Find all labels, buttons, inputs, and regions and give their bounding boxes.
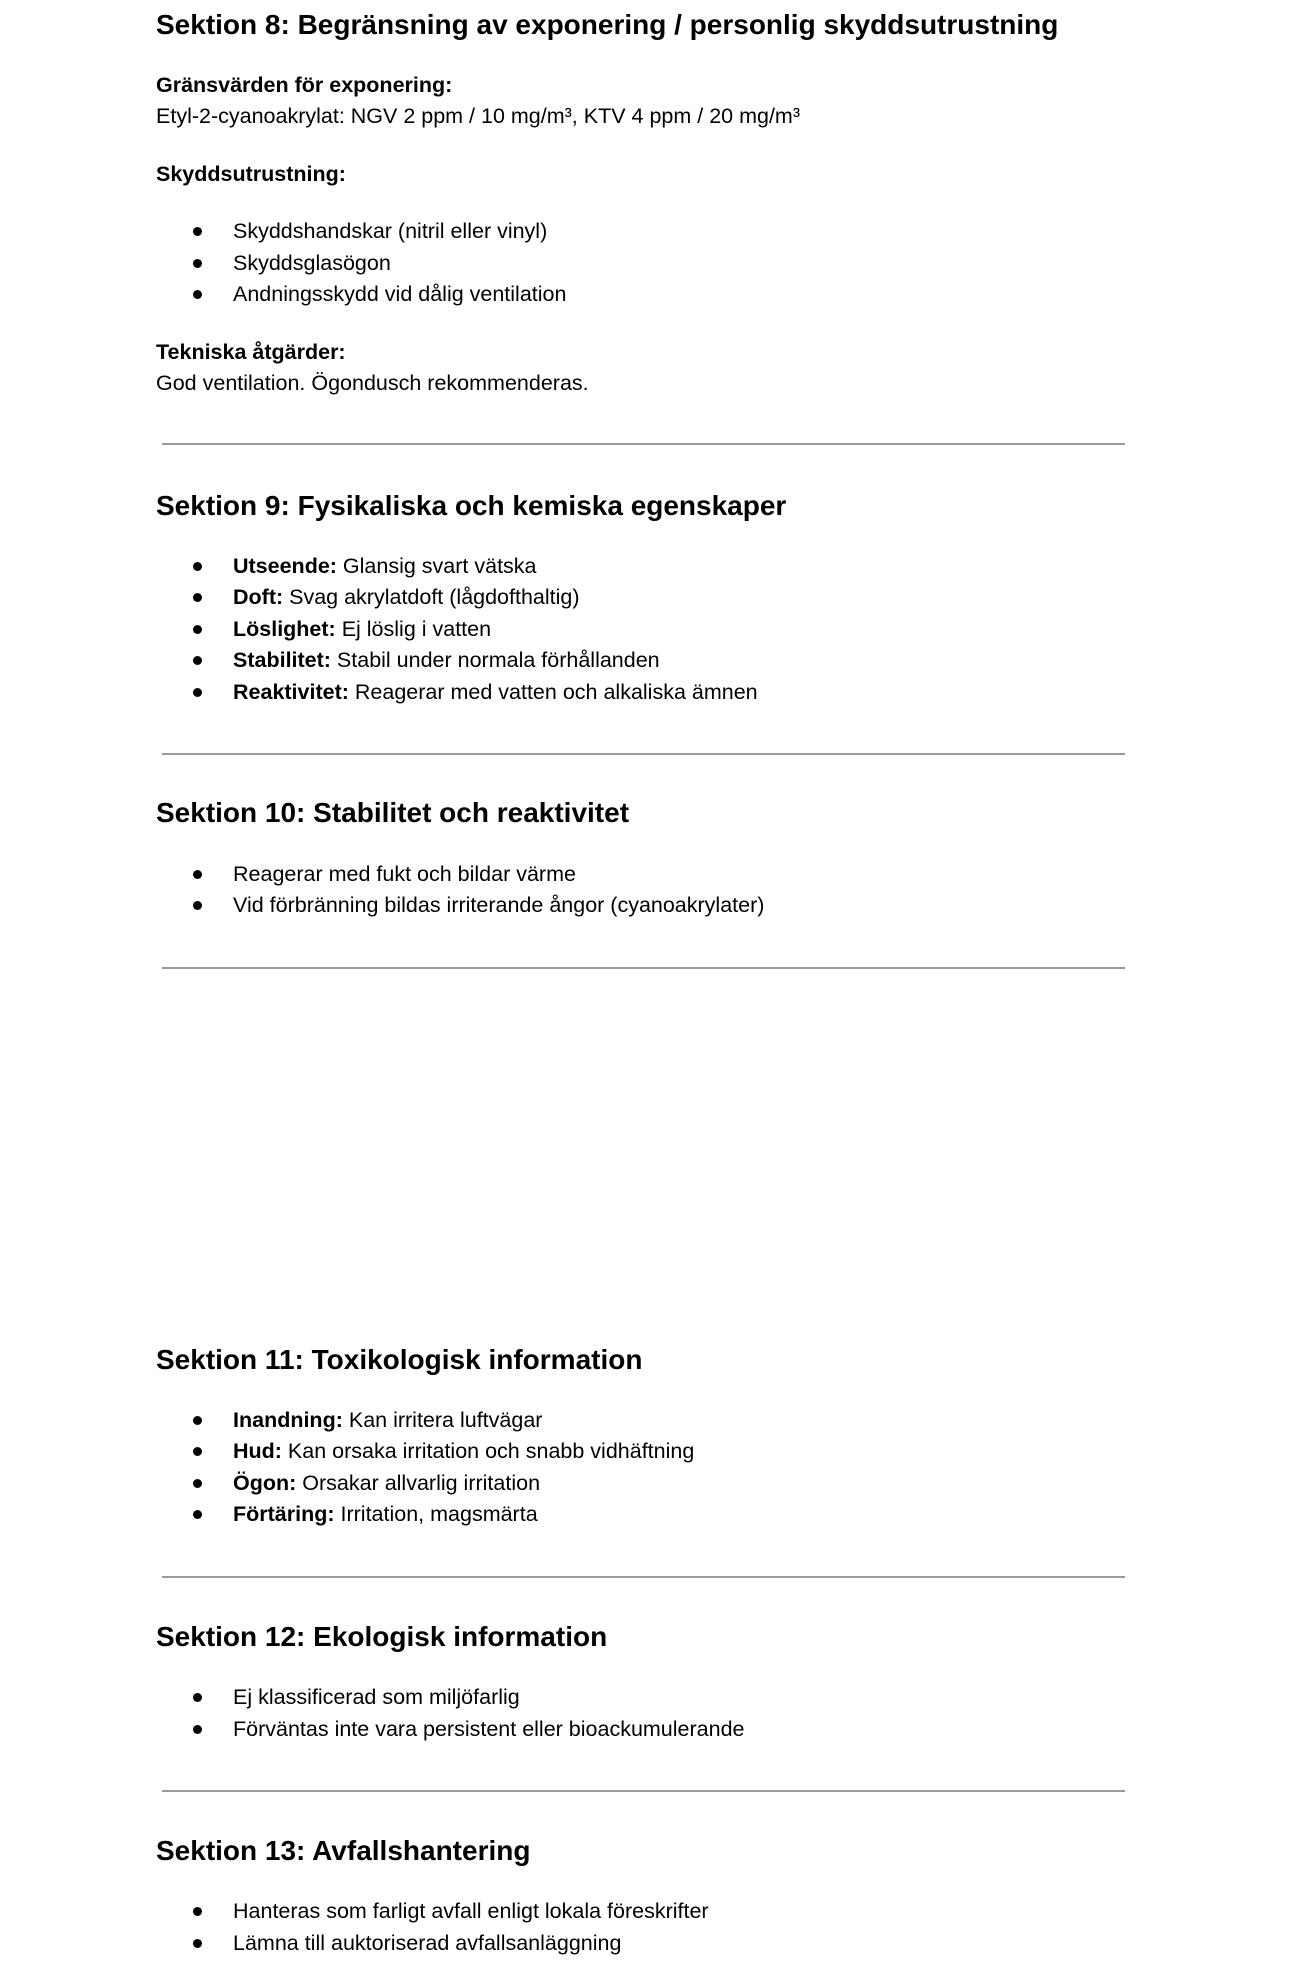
bullet-icon (193, 1725, 202, 1734)
bullet-icon (193, 1479, 202, 1488)
exposure-limits-text: Etyl-2-cyanoakrylat: NGV 2 ppm / 10 mg/m³, KTV 4 ppm / 20 mg/m³ (156, 104, 801, 128)
bullet-icon (193, 656, 202, 665)
section-8-title: Sektion 8: Begränsning av exponering / personlig skyddsutrustning (156, 9, 1059, 40)
bullet-icon (193, 1510, 202, 1519)
bullet-icon (193, 1907, 202, 1916)
bullet-icon (193, 290, 202, 299)
section-9-title: Sektion 9: Fysikaliska och kemiska egenskaper (156, 490, 787, 521)
divider (162, 967, 1125, 969)
divider (162, 1790, 1125, 1792)
bullet-icon (193, 227, 202, 236)
bullet-icon (193, 1939, 202, 1948)
exposure-limits-heading: Gränsvärden för exponering: (156, 73, 453, 97)
bullet-icon (193, 688, 202, 697)
bullet-icon (193, 870, 202, 879)
bullet-icon (193, 562, 202, 571)
bullet-icon (193, 593, 202, 602)
bullet-icon (193, 1693, 202, 1702)
section-13-title: Sektion 13: Avfallshantering (156, 1835, 531, 1866)
bullet-icon (193, 1416, 202, 1425)
technical-measures-text: God ventilation. Ögondusch rekommenderas. (156, 371, 589, 395)
technical-measures-heading: Tekniska åtgärder: (156, 340, 346, 364)
bullet-icon (193, 901, 202, 910)
divider (162, 753, 1125, 755)
bullet-icon (193, 259, 202, 268)
divider (162, 443, 1125, 445)
bullet-icon (193, 625, 202, 634)
bullet-icon (193, 1447, 202, 1456)
section-12-title: Sektion 12: Ekologisk information (156, 1621, 608, 1652)
ppe-heading: Skyddsutrustning: (156, 162, 346, 186)
divider (162, 1576, 1125, 1578)
section-11-title: Sektion 11: Toxikologisk information (156, 1344, 643, 1375)
section-10-title: Sektion 10: Stabilitet och reaktivitet (156, 797, 630, 828)
